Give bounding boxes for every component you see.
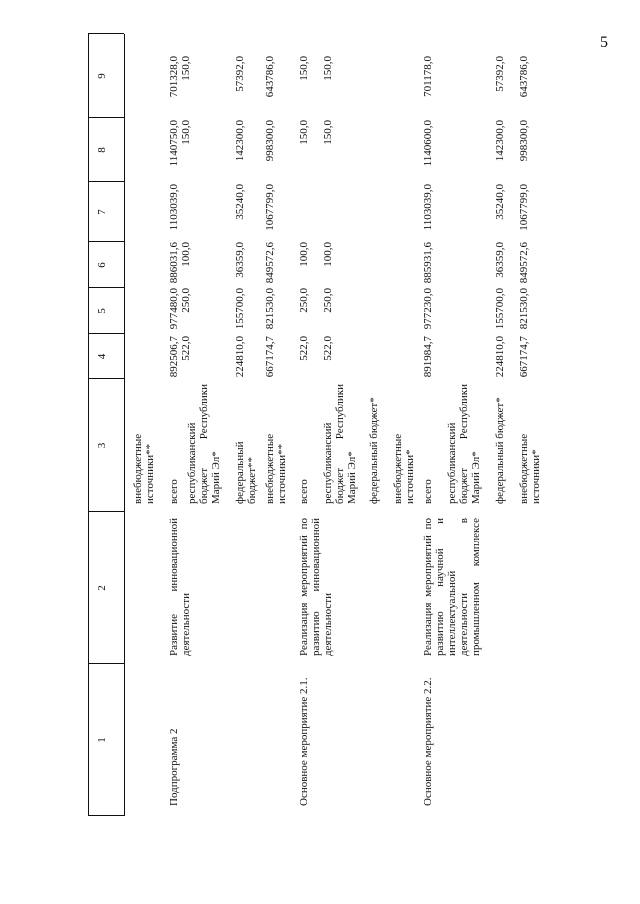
value-cell: 1140600,0 bbox=[422, 120, 434, 167]
program-name: Подпрограмма 2 bbox=[168, 728, 180, 806]
value-cell: 1103039,0 bbox=[422, 184, 434, 231]
value-cell: 100,0 bbox=[180, 242, 192, 267]
value-cell: 643786,0 bbox=[264, 56, 276, 98]
value-cell: 1103039,0 bbox=[168, 184, 180, 231]
value-cell: 667174,7 bbox=[518, 336, 530, 378]
source-label: источники* bbox=[530, 449, 542, 504]
value-cell: 155700,0 bbox=[234, 288, 246, 330]
value-cell: 100,0 bbox=[298, 242, 310, 267]
program-title: Развитие инновационной деятельности bbox=[168, 518, 192, 656]
value-cell: 35240,0 bbox=[234, 184, 246, 220]
source-label: Марий Эл* bbox=[346, 451, 358, 504]
page-number: 5 bbox=[600, 34, 608, 51]
source-label: республиканский bbox=[322, 422, 334, 504]
col-header-9: 9 bbox=[96, 73, 108, 79]
col-header-3: 3 bbox=[96, 442, 108, 449]
source-label: внебюджетные bbox=[518, 433, 530, 504]
source-label: источники* bbox=[404, 449, 416, 504]
value-cell: 250,0 bbox=[180, 288, 192, 313]
value-cell: 35240,0 bbox=[494, 184, 506, 220]
table-header-separator bbox=[124, 34, 125, 816]
value-cell: 250,0 bbox=[322, 288, 334, 313]
value-cell: 849572,6 bbox=[518, 242, 530, 284]
value-cell: 57392,0 bbox=[494, 56, 506, 92]
value-cell: 998300,0 bbox=[518, 120, 530, 162]
value-cell: 998300,0 bbox=[264, 120, 276, 162]
value-cell: 667174,7 bbox=[264, 336, 276, 378]
value-cell: 36359,0 bbox=[494, 242, 506, 278]
event-name: Основное мероприятие 2.2. bbox=[422, 677, 434, 806]
value-cell: 886031,6 bbox=[168, 242, 180, 284]
value-cell: 522,0 bbox=[180, 336, 192, 361]
value-cell: 57392,0 bbox=[234, 56, 246, 92]
value-cell: 977230,0 bbox=[422, 288, 434, 330]
source-total: всего bbox=[422, 479, 434, 504]
source-label: федеральный bbox=[234, 441, 246, 504]
col-header-4: 4 bbox=[96, 353, 108, 360]
value-cell: 849572,6 bbox=[264, 242, 276, 284]
source-label: бюджет Республики bbox=[198, 384, 210, 504]
source-label: федеральный бюджет* bbox=[368, 397, 380, 504]
value-cell: 150,0 bbox=[298, 56, 310, 81]
source-total: всего bbox=[298, 479, 310, 504]
value-cell: 821530,0 bbox=[264, 288, 276, 330]
table-top-border bbox=[88, 34, 89, 816]
value-cell: 701328,0 bbox=[168, 56, 180, 98]
value-cell: 142300,0 bbox=[234, 120, 246, 162]
col-header-1: 1 bbox=[96, 737, 108, 743]
source-label: источники** bbox=[276, 443, 288, 504]
value-cell: 224810,0 bbox=[494, 336, 506, 378]
value-cell: 643786,0 bbox=[518, 56, 530, 98]
value-cell: 150,0 bbox=[298, 120, 310, 145]
event-title: Реализация мероприятий по развитию научной и интеллектуальной деятельности в промышленном комплексе bbox=[422, 518, 482, 656]
source-label: республиканский bbox=[446, 422, 458, 504]
source-label: федеральный бюджет* bbox=[494, 397, 506, 504]
value-cell: 250,0 bbox=[298, 288, 310, 313]
value-cell: 1140750,0 bbox=[168, 120, 180, 167]
value-cell: 36359,0 bbox=[234, 242, 246, 278]
value-cell: 892506,7 bbox=[168, 336, 180, 378]
col-header-7: 7 bbox=[96, 209, 108, 215]
source-total: всего bbox=[168, 479, 180, 504]
value-cell: 150,0 bbox=[180, 56, 192, 81]
value-cell: 891984,7 bbox=[422, 336, 434, 378]
value-cell: 142300,0 bbox=[494, 120, 506, 162]
col-header-5: 5 bbox=[96, 308, 108, 314]
source-label: бюджет Республики bbox=[334, 384, 346, 504]
value-cell: 150,0 bbox=[180, 120, 192, 145]
value-cell: 821530,0 bbox=[518, 288, 530, 330]
source-label: внебюджетные bbox=[264, 433, 276, 504]
value-cell: 522,0 bbox=[322, 336, 334, 361]
source-label: бюджет Республики bbox=[458, 384, 470, 504]
value-cell: 150,0 bbox=[322, 56, 334, 81]
value-cell: 885931,6 bbox=[422, 242, 434, 284]
source-label: Марий Эл* bbox=[470, 451, 482, 504]
source-label: Марий Эл* bbox=[210, 451, 222, 504]
value-cell: 701178,0 bbox=[422, 56, 434, 97]
col-header-6: 6 bbox=[96, 262, 108, 268]
value-cell: 100,0 bbox=[322, 242, 334, 267]
source-label: бюджет** bbox=[246, 457, 258, 504]
value-cell: 977480,0 bbox=[168, 288, 180, 330]
source-label: внебюджетные bbox=[392, 433, 404, 504]
value-cell: 1067799,0 bbox=[264, 184, 276, 231]
value-cell: 224810,0 bbox=[234, 336, 246, 378]
event-name: Основное мероприятие 2.1. bbox=[298, 677, 310, 806]
value-cell: 155700,0 bbox=[494, 288, 506, 330]
col-header-2: 2 bbox=[96, 585, 108, 591]
source-label: внебюджетные источники** bbox=[132, 433, 156, 504]
event-title: Реализация мероприятий по развитию инновационной деятельности bbox=[298, 518, 334, 656]
col-header-8: 8 bbox=[96, 147, 108, 153]
value-cell: 1067799,0 bbox=[518, 184, 530, 231]
value-cell: 150,0 bbox=[322, 120, 334, 145]
source-label: республиканский bbox=[186, 422, 198, 504]
value-cell: 522,0 bbox=[298, 336, 310, 361]
